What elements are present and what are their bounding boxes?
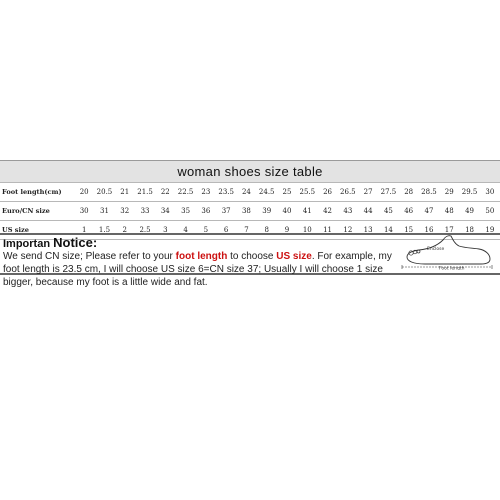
size-cell: 23 bbox=[196, 183, 216, 202]
size-cell: 39 bbox=[257, 202, 277, 221]
size-cell: 6 bbox=[216, 221, 236, 240]
size-cell: 19 bbox=[480, 221, 500, 240]
size-cell: 50 bbox=[480, 202, 500, 221]
size-row bbox=[0, 183, 500, 202]
size-cell: 35 bbox=[175, 202, 195, 221]
size-cell: 24 bbox=[236, 183, 256, 202]
size-cell: 4 bbox=[175, 221, 195, 240]
notice-heading-prefix: Importan bbox=[3, 238, 54, 250]
size-cell: 9 bbox=[277, 221, 297, 240]
size-cell: 11 bbox=[317, 221, 337, 240]
notice-text-2: to choose bbox=[227, 251, 277, 262]
size-table bbox=[0, 182, 500, 240]
size-cell: 44 bbox=[358, 202, 378, 221]
size-cell: 28 bbox=[399, 183, 419, 202]
size-cell: 22.5 bbox=[175, 183, 195, 202]
size-cell: 15 bbox=[399, 221, 419, 240]
size-cell: 29.5 bbox=[459, 183, 479, 202]
size-cell: 2.5 bbox=[135, 221, 155, 240]
size-cell: 47 bbox=[419, 202, 439, 221]
size-cell: 27.5 bbox=[378, 183, 398, 202]
size-cell: 20 bbox=[74, 183, 94, 202]
size-cell: 29 bbox=[439, 183, 459, 202]
size-cell: 42 bbox=[317, 202, 337, 221]
size-cell: 23.5 bbox=[216, 183, 236, 202]
notice-text-1: We send CN size; Please refer to your bbox=[3, 251, 176, 262]
size-chart bbox=[0, 160, 500, 288]
us-size-highlight: US size bbox=[276, 251, 312, 262]
size-cell: 34 bbox=[155, 202, 175, 221]
size-cell: 27 bbox=[358, 183, 378, 202]
size-cell: 36 bbox=[196, 202, 216, 221]
size-cell: 5 bbox=[196, 221, 216, 240]
size-cell: 45 bbox=[378, 202, 398, 221]
size-row bbox=[0, 202, 500, 221]
size-cell: 18 bbox=[459, 221, 479, 240]
size-cell: 43 bbox=[338, 202, 358, 221]
size-cell: 14 bbox=[378, 221, 398, 240]
notice-heading-main: Notice: bbox=[53, 235, 98, 250]
notice-text-3: . For example, my foot length is 23.5 cm, I will choose US size 6=CN size 37; Usually I will choose 1 size bigger, because my foot is a little wide and fat. bbox=[3, 251, 392, 288]
size-cell: 2 bbox=[115, 221, 135, 240]
size-cell: 31 bbox=[94, 202, 114, 221]
size-cell: 13 bbox=[358, 221, 378, 240]
foot-length-highlight: foot length bbox=[175, 251, 228, 262]
chart-title: woman shoes size table bbox=[0, 160, 500, 183]
size-cell: 21.5 bbox=[135, 183, 155, 202]
size-cell: 48 bbox=[439, 202, 459, 221]
row-header: US size bbox=[0, 221, 74, 240]
size-cell: 46 bbox=[399, 202, 419, 221]
size-cell: 26 bbox=[317, 183, 337, 202]
size-cell: 1 bbox=[74, 221, 94, 240]
size-cell: 30 bbox=[480, 183, 500, 202]
size-cell: 32 bbox=[115, 202, 135, 221]
size-cell: 26.5 bbox=[338, 183, 358, 202]
notice-text bbox=[3, 250, 393, 289]
size-cell: 8 bbox=[257, 221, 277, 240]
size-cell: 41 bbox=[297, 202, 317, 221]
size-cell: 28.5 bbox=[419, 183, 439, 202]
size-cell: 16 bbox=[419, 221, 439, 240]
size-cell: 38 bbox=[236, 202, 256, 221]
row-header: Euro/CN size bbox=[0, 202, 74, 221]
row-header: Foot length(cm) bbox=[0, 183, 74, 202]
size-cell: 21 bbox=[115, 183, 135, 202]
size-cell: 10 bbox=[297, 221, 317, 240]
size-cell: 3 bbox=[155, 221, 175, 240]
notice-box bbox=[0, 233, 500, 288]
size-cell: 17 bbox=[439, 221, 459, 240]
size-cell: 25.5 bbox=[297, 183, 317, 202]
size-cell: 30 bbox=[74, 202, 94, 221]
size-cell: 20.5 bbox=[94, 183, 114, 202]
size-cell: 12 bbox=[338, 221, 358, 240]
notice-heading bbox=[3, 235, 97, 250]
size-cell: 22 bbox=[155, 183, 175, 202]
size-cell: 7 bbox=[236, 221, 256, 240]
foot-diagram-icon bbox=[393, 234, 499, 270]
size-cell: 33 bbox=[135, 202, 155, 221]
size-cell: 25 bbox=[277, 183, 297, 202]
size-cell: 37 bbox=[216, 202, 236, 221]
size-cell: 49 bbox=[459, 202, 479, 221]
diagram-length-label: Foot length bbox=[439, 266, 465, 270]
size-cell: 1.5 bbox=[94, 221, 114, 240]
diagram-toe-label: Enclose bbox=[427, 247, 445, 252]
size-cell: 24.5 bbox=[257, 183, 277, 202]
size-cell: 40 bbox=[277, 202, 297, 221]
